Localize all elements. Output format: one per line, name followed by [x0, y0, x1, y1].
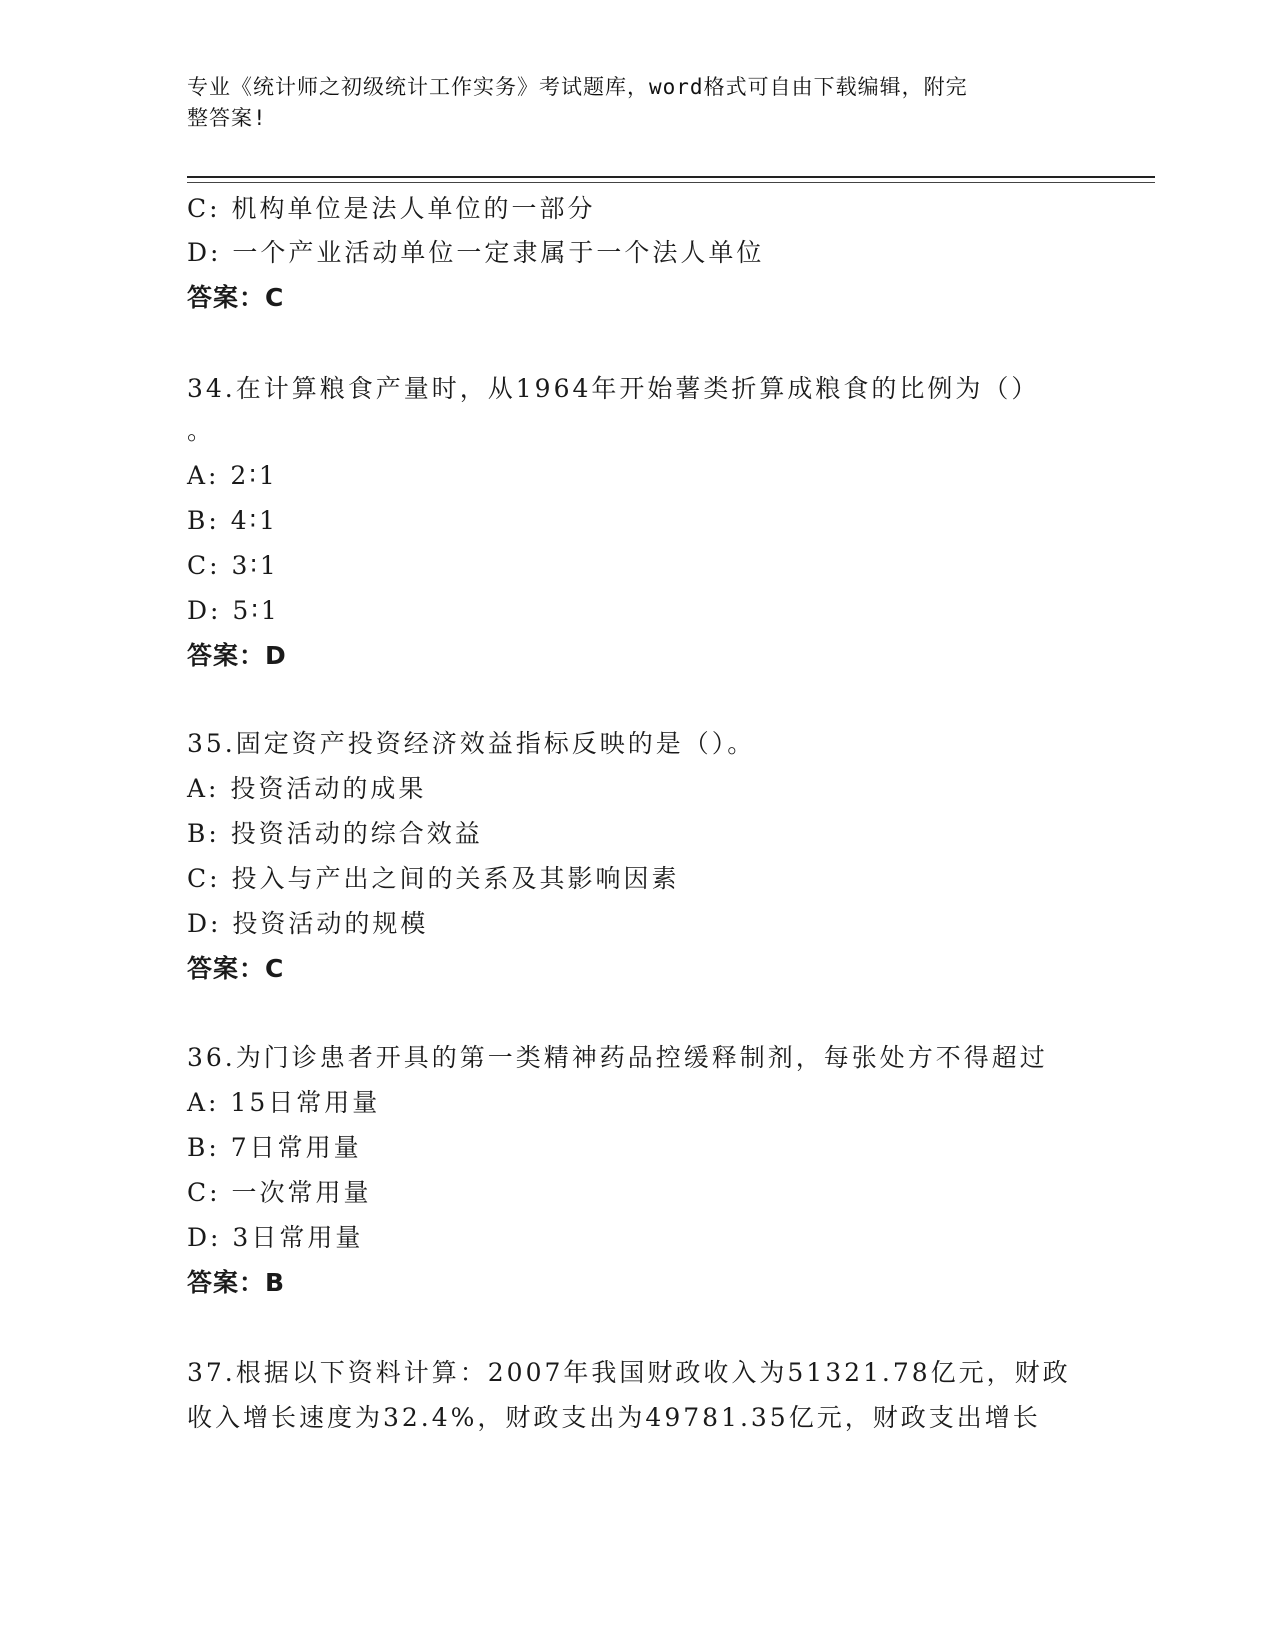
document-header: [187, 72, 1067, 134]
q34-stem-line-2: 。: [187, 416, 216, 445]
q33-answer: 答案：C: [187, 283, 285, 312]
q34-option-d: D: 5∶1: [187, 596, 280, 625]
q35-option-c: C: 投入与产出之间的关系及其影响因素: [187, 864, 680, 893]
q37-stem-line-2: 收入增长速度为32.4%，财政支出为49781.35亿元，财政支出增长: [187, 1403, 1041, 1432]
q35-option-a: A: 投资活动的成果: [187, 774, 427, 803]
header-line-1: 专业《统计师之初级统计工作实务》考试题库，word格式可自由下载编辑，附完: [187, 75, 968, 99]
header-line-2: 整答案!: [187, 106, 267, 130]
q34-option-b: B: 4∶1: [187, 506, 279, 535]
header-divider-thin: [187, 182, 1155, 183]
q36-option-a: A: 15日常用量: [187, 1088, 381, 1117]
q34-option-c: C: 3∶1: [187, 551, 279, 580]
q34-option-a: A: 2∶1: [187, 461, 278, 490]
q36-stem: 36.为门诊患者开具的第一类精神药品控缓释制剂，每张处方不得超过: [187, 1043, 1048, 1072]
q36-answer: 答案：B: [187, 1268, 286, 1297]
q36-option-c: C: 一次常用量: [187, 1178, 372, 1207]
q35-option-b: B: 投资活动的综合效益: [187, 819, 483, 848]
q37-stem-line-1: 37.根据以下资料计算：2007年我国财政收入为51321.78亿元，财政: [187, 1358, 1071, 1387]
q34-answer: 答案：D: [187, 641, 287, 670]
q33-option-c: C: 机构单位是法人单位的一部分: [187, 194, 596, 223]
q35-answer: 答案：C: [187, 954, 285, 983]
q34-stem-line-1: 34.在计算粮食产量时，从1964年开始薯类折算成粮食的比例为（）: [187, 374, 1040, 403]
q35-stem: 35.固定资产投资经济效益指标反映的是（）。: [187, 729, 756, 758]
q35-option-d: D: 投资活动的规模: [187, 909, 429, 938]
q36-option-b: B: 7日常用量: [187, 1133, 362, 1162]
header-divider-thick: [187, 176, 1155, 178]
q33-option-d: D: 一个产业活动单位一定隶属于一个法人单位: [187, 238, 765, 267]
q36-option-d: D: 3日常用量: [187, 1223, 364, 1252]
